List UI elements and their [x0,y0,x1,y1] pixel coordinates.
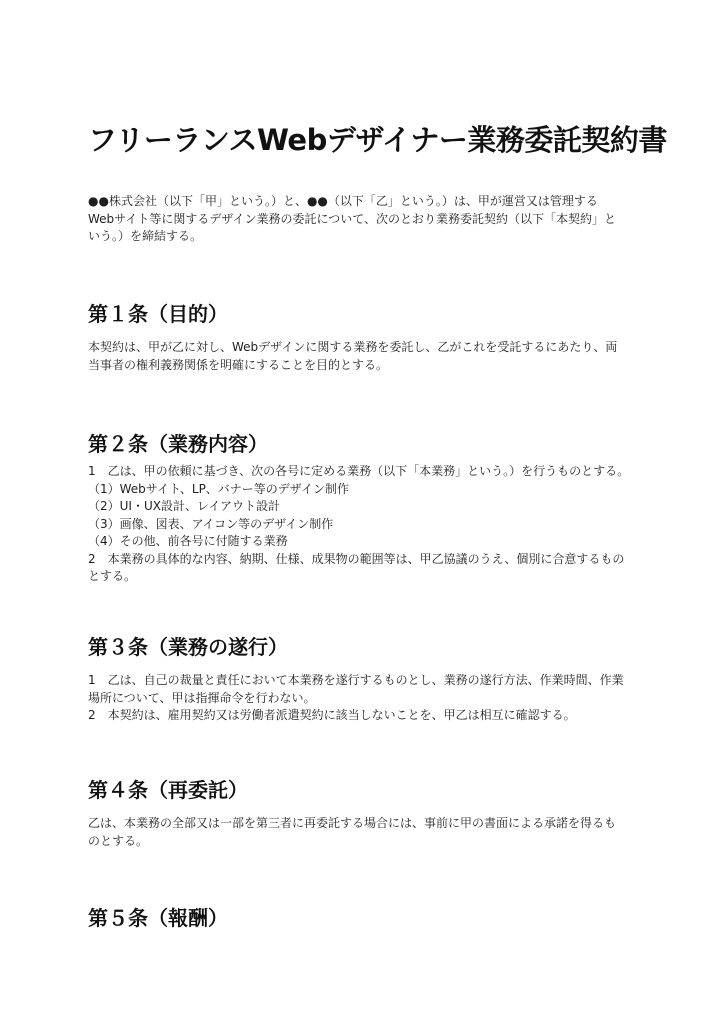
article-3-heading: 第３条（業務の遂行） [88,635,288,659]
article-4-body [88,815,648,850]
article-list-item: （3）画像、図表、アイコン等のデザイン制作 [88,516,334,531]
article-2-body [88,463,648,586]
article-line: 場所について、甲は指揮命令を行わない。 [88,690,316,705]
article-5-heading: 第５条（報酬） [88,906,228,930]
article-line: とする。 [88,569,137,583]
article-list-item: （2）UI・UX設計、レイアウト設計 [88,499,281,513]
preamble-line: ●●株式会社（以下「甲」という。）と、●●（以下「乙」という。）は、甲が運営又は管理する [88,194,598,208]
preamble-line: いう。）を締結する。 [88,229,203,243]
document-title: フリーランスWebデザイナー業務委託契約書 [88,123,667,157]
article-list-item: （4）その他、前各号に付随する業務 [88,534,288,548]
article-line: 1 乙は、甲の依頼に基づき、次の各号に定める業務（以下「本業務」という。）を行うものとする。 [88,464,630,478]
article-1-heading: 第１条（目的） [88,302,228,326]
article-4-heading: 第４条（再委託） [88,778,248,802]
article-3-body [88,672,648,725]
article-line: 2 本契約は、雇用契約又は労働者派遣契約に該当しないことを、甲乙は相互に確認する。 [88,708,576,722]
article-line: 2 本業務の具体的な内容、納期、仕様、成果物の範囲等は、甲乙協議のうえ、個別に合意するもの [88,551,625,566]
preamble-paragraph [88,193,648,246]
preamble-line: Webサイト等に関するデザイン業務の委託について、次のとおり業務委託契約（以下「本契約」と [88,211,617,226]
article-line: 1 乙は、自己の裁量と責任において本業務を遂行するものとし、業務の遂行方法、作業時間、作業 [88,673,624,687]
article-line: 乙は、本業務の全部又は一部を第三者に再委託する場合には、事前に甲の書面による承諾を得るも [88,816,617,830]
article-line: 本契約は、甲が乙に対し、Webデザインに関する業務を委託し、乙がこれを受託するにあたり、両 [88,340,618,354]
article-line: のとする。 [88,833,149,848]
article-2-heading: 第２条（業務内容） [88,432,268,456]
article-1-body [88,339,648,374]
article-line: 当事者の権利義務関係を明確にすることを目的とする。 [88,357,389,372]
article-list-item: （1）Webサイト、LP、バナー等のデザイン制作 [88,481,349,496]
